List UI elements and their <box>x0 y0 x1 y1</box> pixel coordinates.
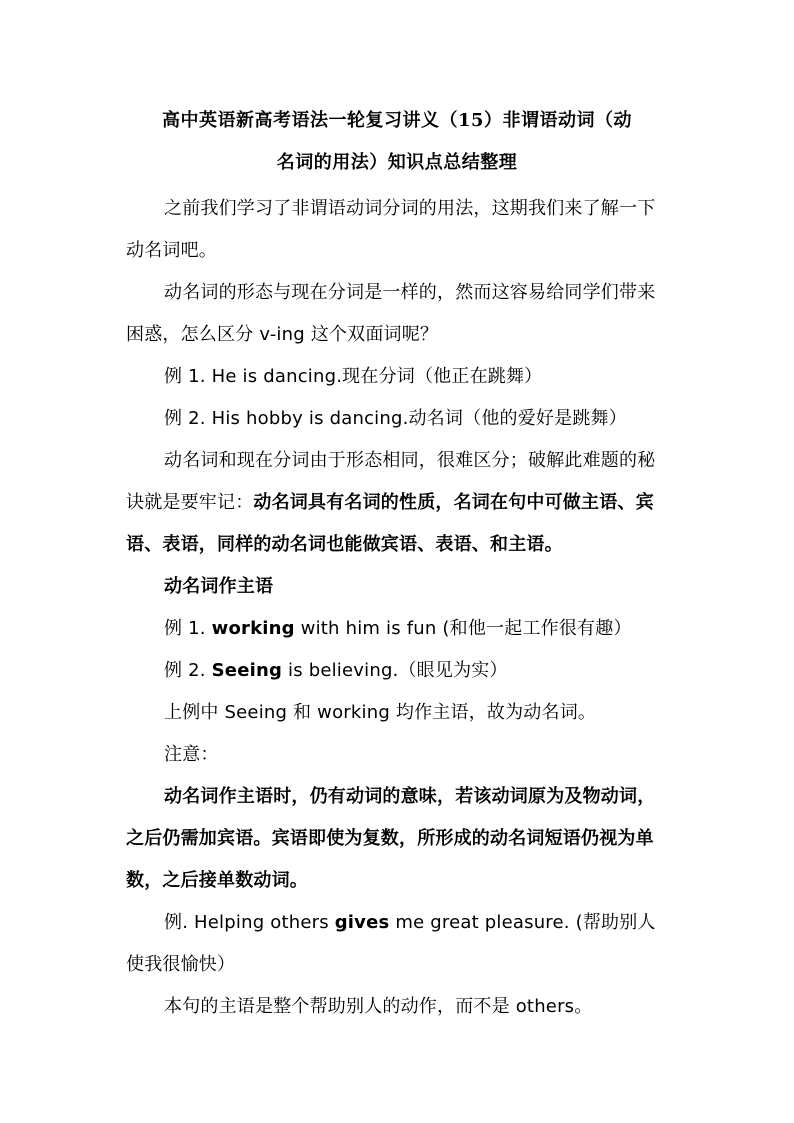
example-4-rest: is believing.（眼见为实） <box>282 660 508 681</box>
section-heading-subject: 动名词作主语 <box>164 576 274 597</box>
example-5 <box>126 902 668 986</box>
example-5-prefix: 例. Helping others <box>164 912 335 933</box>
distinction-paragraph <box>126 440 668 566</box>
example-5-rest: me great pleasure. (帮助别人使我很愉快） <box>126 912 656 975</box>
example-3-rest: with him is fun (和他一起工作很有趣） <box>294 618 632 639</box>
closing-paragraph: 本句的主语是整个帮助别人的动作，而不是 others。 <box>164 996 593 1017</box>
form-paragraph: 动名词的形态与现在分词是一样的，然而这容易给同学们带来困惑，怎么区分 v-ing 这个双面词呢？ <box>126 282 656 345</box>
document-title <box>126 100 668 184</box>
explanation-paragraph: 上例中 Seeing 和 working 均作主语，故为动名词。 <box>164 702 597 723</box>
title-line-1: 高中英语新高考语法一轮复习讲义（15）非谓语动词（动 <box>161 110 633 131</box>
note-content: 动名词作主语时，仍有动词的意味，若该动词原为及物动词，之后仍需加宾语。宾语即使为复数，所形成的动名词短语仍视为单数，之后接单数动词。 <box>126 786 656 891</box>
example-4-keyword: Seeing <box>211 660 283 681</box>
example-2-gerund: 例 2. His hobby is dancing.动名词（他的爱好是跳舞） <box>164 408 627 429</box>
example-3-prefix: 例 1. <box>164 618 212 639</box>
example-4-prefix: 例 2. <box>164 660 212 681</box>
title-line-2: 名词的用法）知识点总结整理 <box>276 152 518 173</box>
example-4 <box>126 650 668 692</box>
example-1-participle: 例 1. He is dancing.现在分词（他正在跳舞） <box>164 366 543 387</box>
example-3-keyword: working <box>211 618 295 639</box>
note-label: 注意： <box>164 744 219 765</box>
example-5-keyword: gives <box>334 912 390 933</box>
distinction-text: 动名词和现在分词由于形态相同，很难区分；破解此难题的秘诀就是要牢记： <box>126 450 656 513</box>
example-3 <box>126 608 668 650</box>
intro-paragraph: 之前我们学习了非谓语动词分词的用法，这期我们来了解一下动名词吧。 <box>126 198 656 261</box>
distinction-key-point: 动名词具有名词的性质，名词在句中可做主语、宾语、表语，同样的动名词也能做宾语、表语、和主语。 <box>126 492 654 555</box>
